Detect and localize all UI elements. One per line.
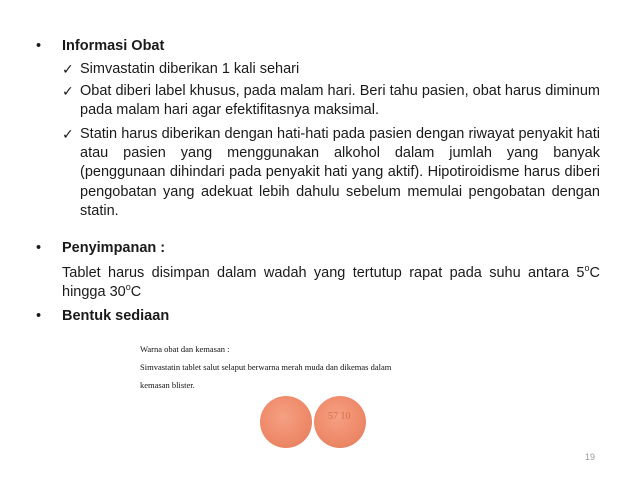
- tablet-photo-front: [260, 396, 312, 448]
- check-item-text: Statin harus diberikan dengan hati-hati pada pasien dengan riwayat penyakit hati atau pasien yang menggunakan alkohol dalam jumlah yang banyak (penggunaan dihindari pada penyakit hati yang aktif). Hipotiroidisme harus diberi pengobatan yang adekuat lebih dahulu sebelum memulai pengobatan dengan statin.: [80, 126, 600, 219]
- checkmark-icon: ✓: [62, 126, 74, 142]
- check-item-2: [62, 82, 600, 120]
- check-item-text: Obat diberi label khusus, pada malam hari. Beri tahu pasien, obat harus diminum pada malam hari agar efektifitasnya maksimal.: [80, 83, 600, 119]
- storage-paragraph: Tablet harus disimpan dalam wadah yang tertutup rapat pada suhu antara 5$^o$C hingga 30$^o$C: [62, 263, 600, 301]
- image-caption-line: Simvastatin tablet salut selaput berwarna merah muda dan dikemas dalam: [140, 362, 392, 372]
- image-caption-title: Warna obat dan kemasan :: [140, 344, 230, 354]
- image-caption-line: kemasan blister.: [140, 380, 195, 390]
- checkmark-icon: ✓: [62, 83, 74, 99]
- checkmark-icon: ✓: [62, 61, 74, 77]
- tablet-photo-back: [314, 396, 366, 448]
- section-heading-penyimpanan: Penyimpanan :: [62, 240, 166, 256]
- product-image: [140, 342, 470, 457]
- tablet-marking: 57 10: [328, 411, 351, 422]
- check-item-text: Simvastatin diberikan 1 kali sehari: [80, 61, 300, 77]
- bullet-dot: •: [36, 240, 42, 256]
- page-number: 19: [585, 452, 596, 462]
- check-item-1: [62, 60, 600, 79]
- bullet-dot: •: [36, 308, 42, 324]
- section-heading-bentuk-sediaan: Bentuk sediaan: [62, 308, 170, 324]
- bullet-dot: •: [36, 38, 42, 54]
- section-heading-informasi-obat: Informasi Obat: [62, 38, 165, 54]
- check-item-3: [62, 125, 600, 221]
